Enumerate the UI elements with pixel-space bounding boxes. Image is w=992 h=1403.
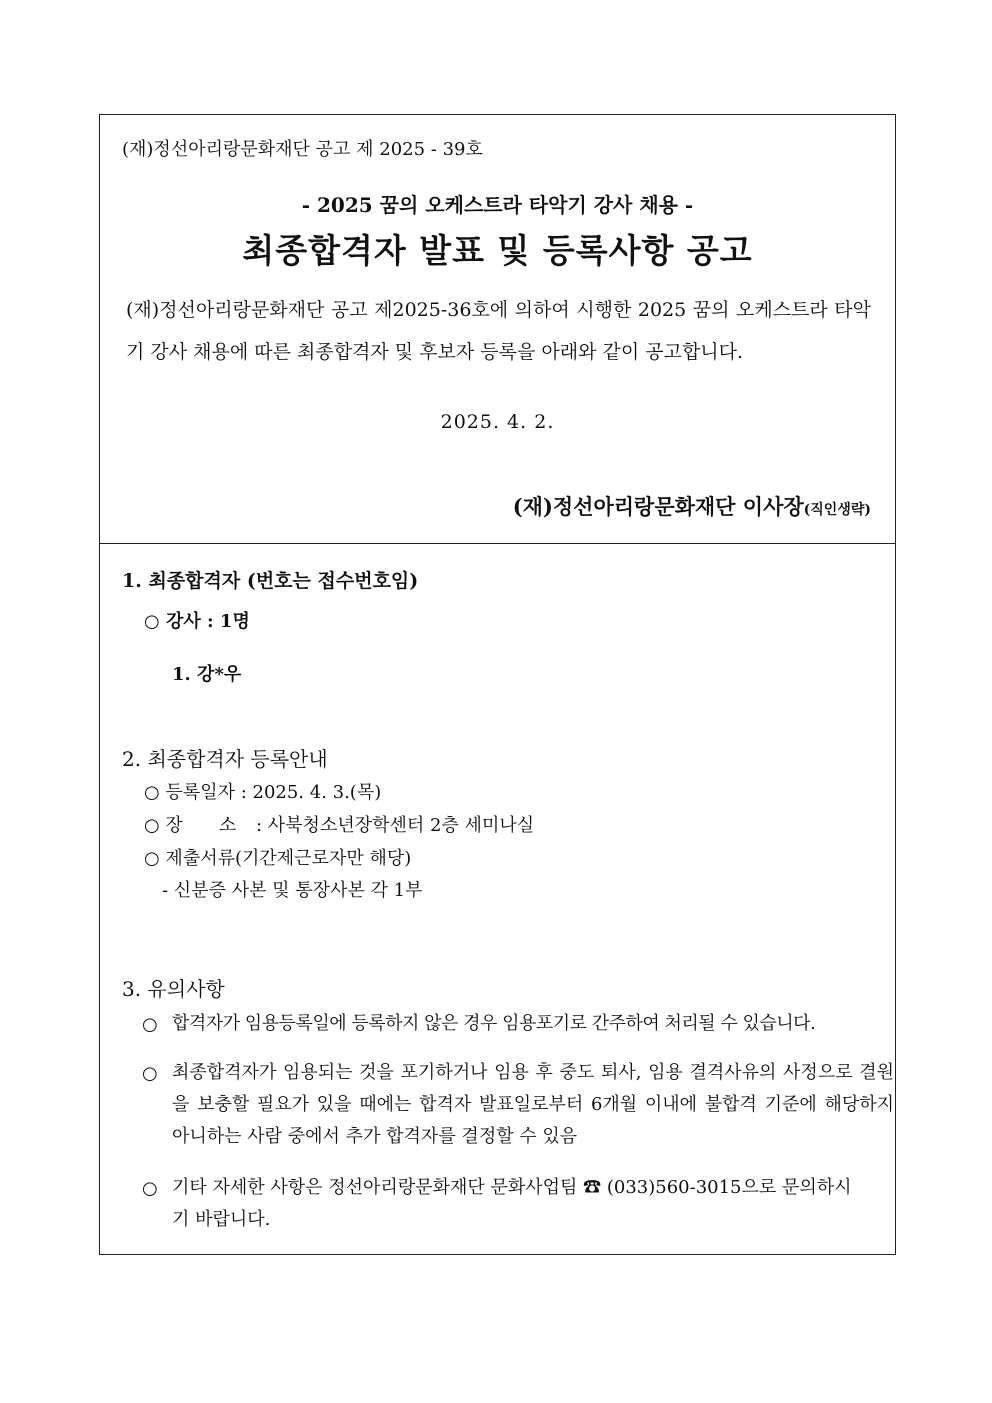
note-3: 기타 자세한 사항은 정선아리랑문화재단 문화사업팀 ☎ (033)560-3015으로 문의하시기 바랍니다. [172, 1177, 852, 1230]
note-1: 합격자가 임용등록일에 등록하지 않은 경우 임용포기로 간주하여 처리될 수 있습니다. [172, 1013, 816, 1034]
note-bullet: ○ [142, 1063, 158, 1084]
notice-body: (재)정선아리랑문화재단 공고 제2025-36호에 의하여 시행한 2025 꿈의 오케스트라 타악기 강사 채용에 따른 최종합격자 및 후보자 등록을 아래와 같이 공고합니다. [126, 299, 871, 363]
section2-date-line: ○ 등록일자 : 2025. 4. 3.(목) [144, 782, 382, 803]
note-bullet: ○ [142, 1178, 158, 1199]
page-title: 최종합격자 발표 및 등록사항 공고 [242, 231, 753, 270]
section1-candidate: 1. 강*우 [172, 664, 242, 685]
section2-docs-line: ○ 제출서류(기간제근로자만 해당) [144, 848, 412, 869]
signer [513, 491, 871, 521]
signer-name: (재)정선아리랑문화재단 이사장 [512, 494, 804, 519]
signer-note: (직인생략) [803, 502, 871, 518]
section2-docs-detail: - 신분증 사본 및 통장사본 각 1부 [162, 880, 423, 901]
section-divider [100, 543, 895, 544]
section2-place-label: ○ 장 소 [144, 815, 237, 836]
section2-heading: 2. 최종합격자 등록안내 [122, 747, 328, 771]
section2-place-value: : 사북청소년장학센터 2층 세미나실 [256, 815, 535, 836]
section3-heading: 3. 유의사항 [122, 977, 225, 1001]
notice-frame [99, 114, 896, 1255]
notice-date: 2025. 4. 2. [440, 411, 555, 433]
note-2: 최종합격자가 임용되는 것을 포기하거나 임용 후 중도 퇴사, 임용 결격사유의 사정으로 결원을 보충할 필요가 있을 때에는 합격자 발표일로부터 6개월 이내에 불합격 기준에 해당하지 아니하는 사람 중에서 추가 합격자를 결정할 수 있음 [172, 1062, 894, 1147]
section1-category: ○ 강사 : 1명 [144, 611, 250, 632]
note-bullet: ○ [142, 1014, 158, 1035]
section1-heading: 1. 최종합격자 (번호는 접수번호임) [122, 570, 419, 592]
notice-number: (재)정선아리랑문화재단 공고 제 2025 - 39호 [122, 139, 483, 160]
notice-subtitle: - 2025 꿈의 오케스트라 타악기 강사 채용 - [301, 193, 694, 217]
